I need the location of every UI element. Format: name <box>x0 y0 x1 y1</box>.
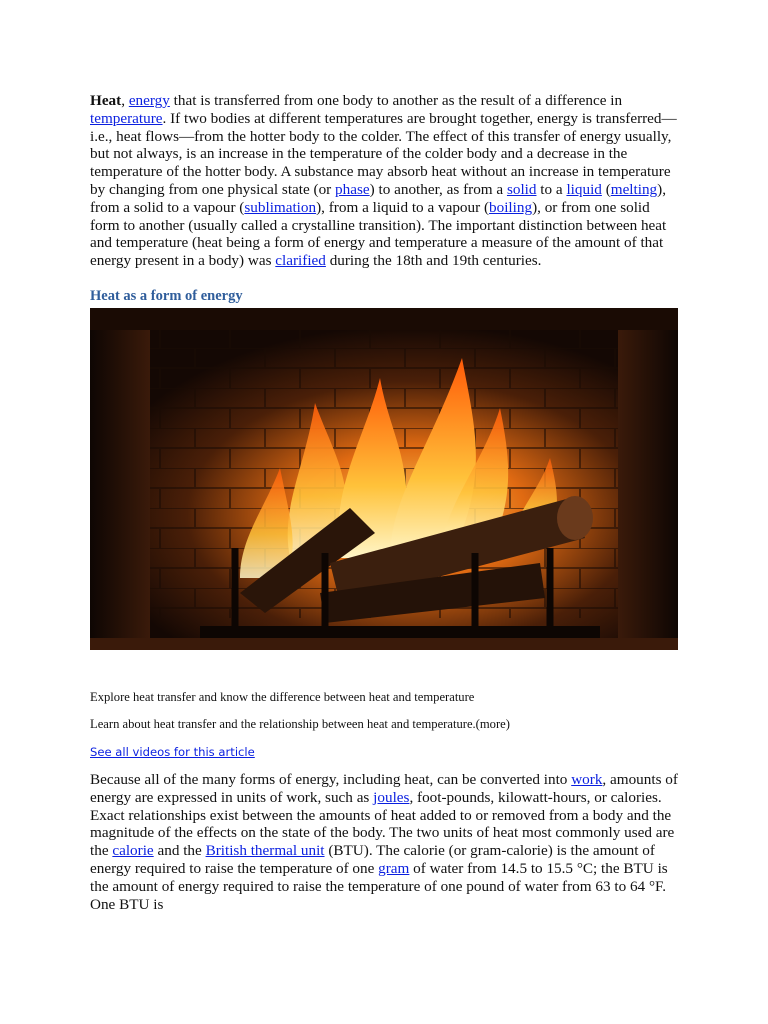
lead-term: Heat <box>90 92 122 109</box>
section-heading: Heat as a form of energy <box>90 288 243 304</box>
text-run: during the 18th and 19th centuries. <box>325 252 542 270</box>
link-work[interactable]: work <box>571 771 603 788</box>
link-gram[interactable]: gram <box>378 859 410 877</box>
link-calorie[interactable]: calorie <box>112 842 154 860</box>
link-energy[interactable]: energy <box>128 92 170 109</box>
text-run: . If two bodies at different temperatures are brought together, energy is transferred—i.e., heat flows—from the hotter body to the colder. The effect of this transfer of energy usually, but not always, is an increase in the temperature of the colder body and a decrease in the temperature of the hotter body. A substance may absorb heat without an increase in temperature by changing from one physical state (or <box>90 109 677 198</box>
see-all-videos-link[interactable]: See all videos for this article <box>90 745 255 759</box>
video-caption-description: Learn about heat transfer and the relationship between heat and temperature.(more) <box>90 717 510 731</box>
link-british-thermal-unit[interactable]: British thermal unit <box>205 842 325 860</box>
text-run: that is transferred from one body to another as the result of a difference in <box>169 92 623 109</box>
video-caption-title: Explore heat transfer and know the difference between heat and temperature <box>90 690 475 704</box>
link-phase[interactable]: phase <box>335 180 370 198</box>
text-run: and the <box>153 842 206 860</box>
link-sublimation[interactable]: sublimation <box>244 198 317 216</box>
fireplace-video-thumbnail[interactable] <box>90 308 678 650</box>
link-joules[interactable]: joules <box>373 788 410 806</box>
text-run: to a <box>536 180 567 198</box>
fireplace-image <box>90 308 678 650</box>
text-run: ( <box>601 180 611 198</box>
link-boiling[interactable]: boiling <box>489 198 533 216</box>
text-run: Because all of the many forms of energy, including heat, can be converted into <box>90 771 572 788</box>
text-run: ), from a liquid to a vapour ( <box>316 198 490 216</box>
text-run: , amounts of energy are expressed in units of work, such as <box>90 771 678 806</box>
text-run: ), or from one solid form to another (usually called a crystalline transition). The important distinction between heat and temperature (heat being a form of energy and temperature a measure of the amount of that energy present in a body) was <box>90 198 667 270</box>
link-solid[interactable]: solid <box>506 180 537 198</box>
intro-paragraph <box>90 92 682 270</box>
text-run: of water from 14.5 to 15.5 °C; the BTU is the amount of energy required to raise the temperature of one pound of water from 63 to 64 °F. One BTU is <box>90 859 668 913</box>
text-run: ) to another, as from a <box>369 180 507 198</box>
link-temperature[interactable]: temperature <box>90 109 163 127</box>
link-melting[interactable]: melting <box>610 180 658 198</box>
link-liquid[interactable]: liquid <box>566 180 602 198</box>
text-run: , <box>121 92 126 109</box>
body-paragraph <box>90 771 682 913</box>
text-run: (BTU). The calorie (or gram-calorie) is the amount of energy required to raise the temperature of one <box>90 842 655 877</box>
text-run: , foot-pounds, kilowatt-hours, or calories. Exact relationships exist between the amounts of heat added to or removed from a body and the magnitude of the effects on the state of the body. The two units of heat most commonly used are the <box>90 788 675 860</box>
text-run: ), from a solid to a vapour ( <box>90 180 667 216</box>
link-clarified[interactable]: clarified <box>275 252 326 270</box>
